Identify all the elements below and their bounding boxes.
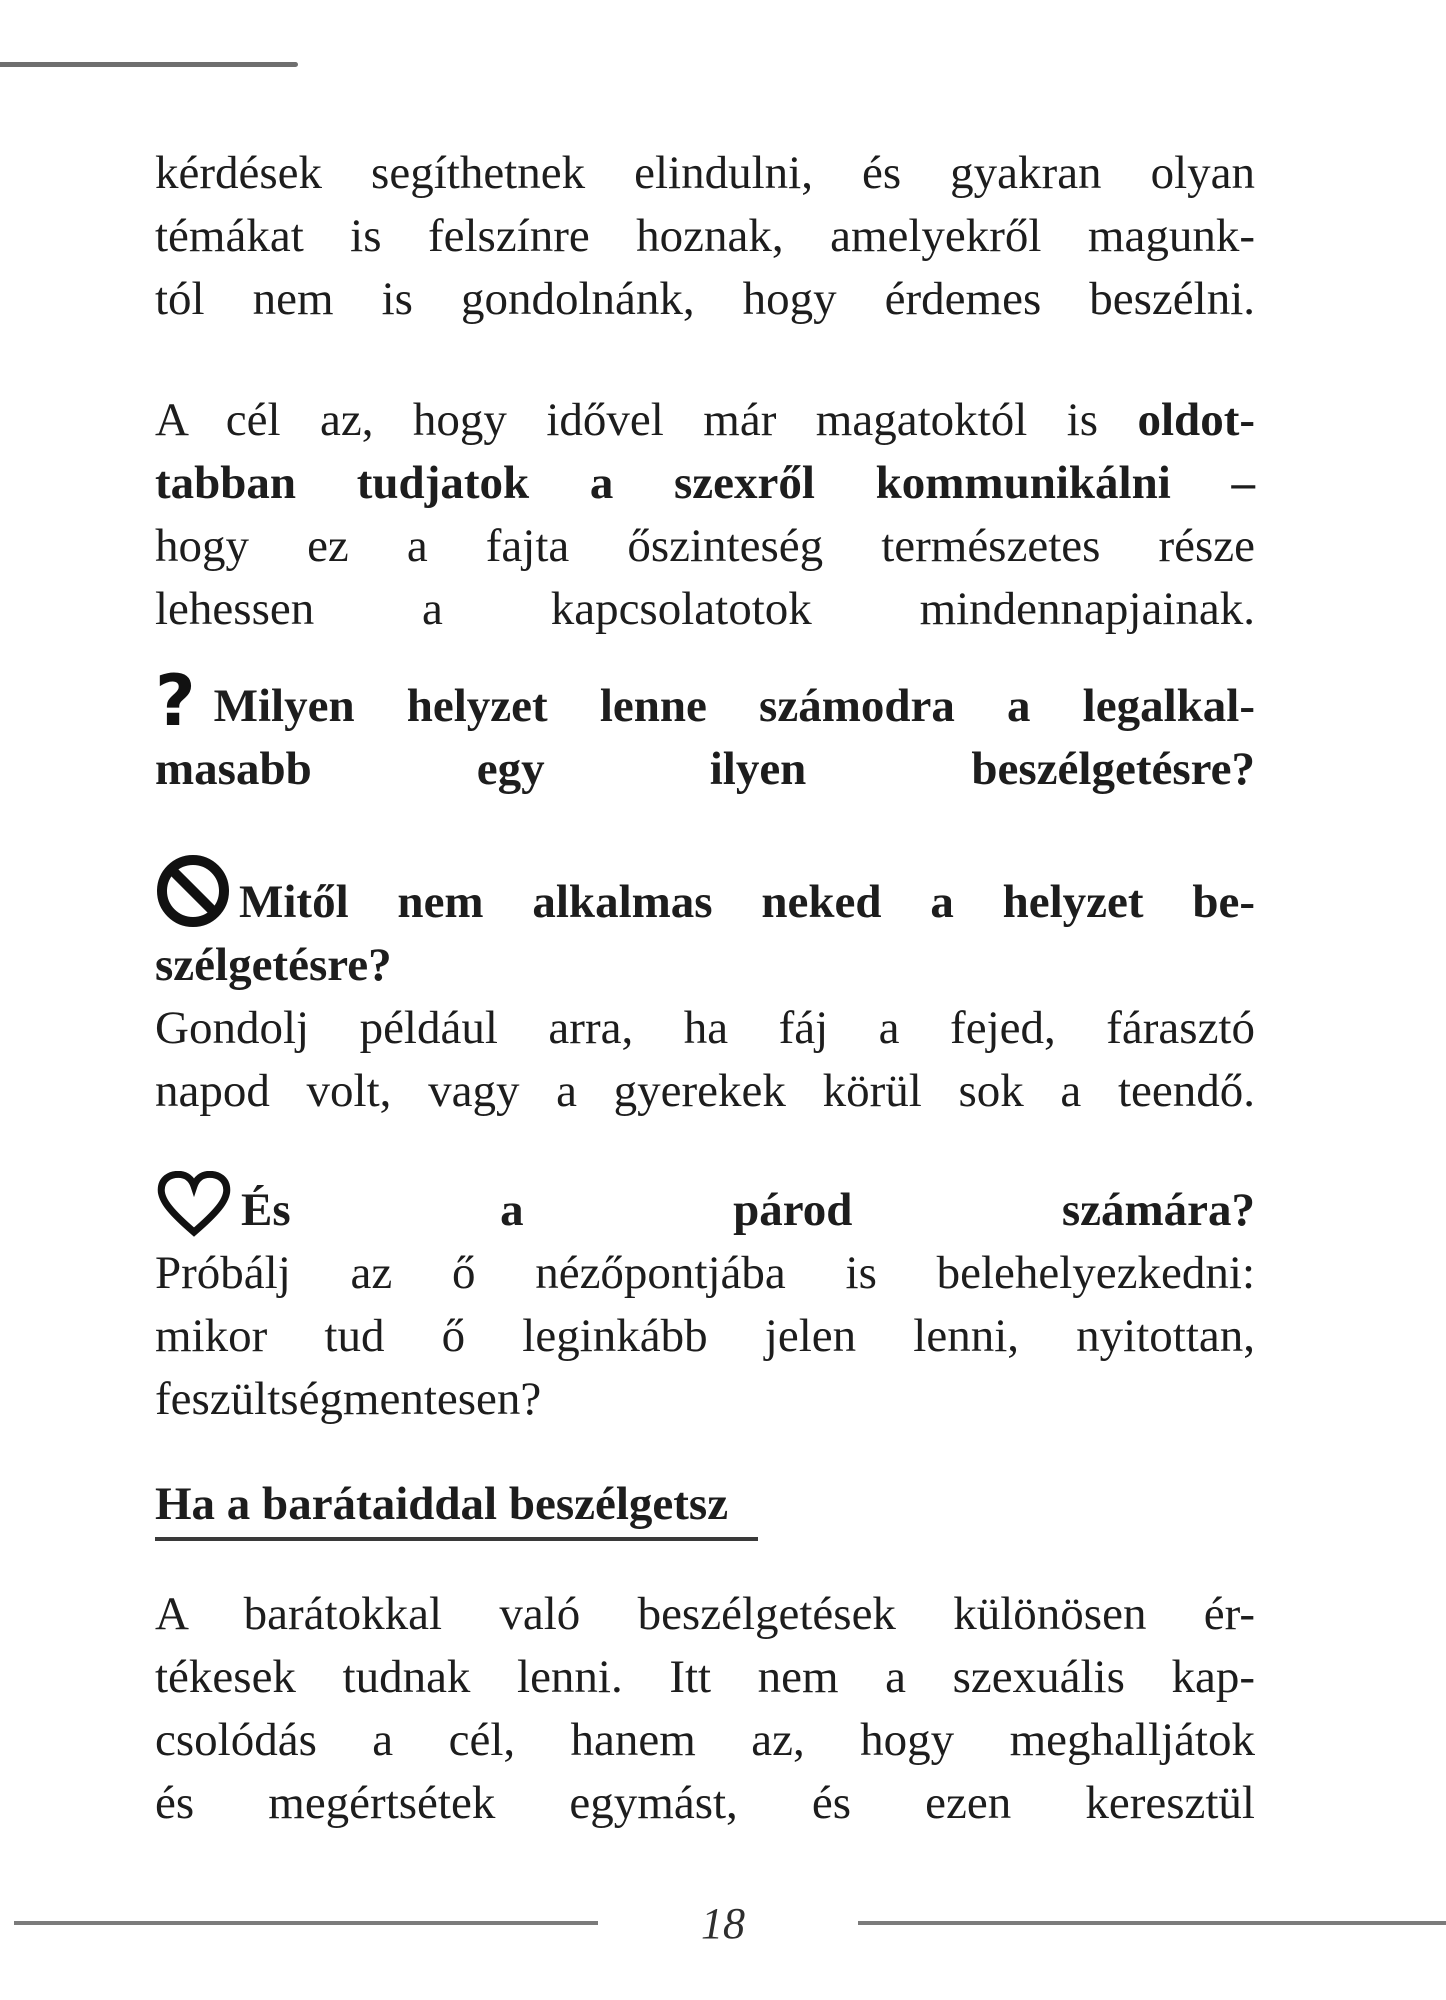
regular-text: A cél az, hogy idővel már magatoktól is [155,394,1138,446]
page-content [155,142,1255,1835]
paragraph [155,1583,1255,1835]
paragraph-line: napod volt, vagy a gyerekek körül sok a teendő. [155,1065,1255,1117]
footer-rule-left [14,1921,598,1925]
paragraph-line: csolódás a cél, hanem az, hogy meghalljátok [155,1714,1255,1766]
question-text: Milyen helyzet lenne számodra a legalkal- [213,680,1255,732]
paragraph-line: feszültségmentesen? [155,1373,542,1425]
question-line: szélgetésre? [155,939,392,991]
paragraph-line [155,389,1255,452]
paragraph-line: A barátokkal való beszélgetések különösen ér- [155,1588,1255,1640]
paragraph-line: lehessen a kapcsolatotok mindennapjainak. [155,583,1255,635]
paragraph [155,389,1255,641]
top-rule [0,62,298,67]
section-heading-block [155,1473,1255,1541]
footer-rule-right [858,1921,1446,1925]
paragraph-line: kérdések segíthetnek elindulni, és gyakran olyan [155,147,1255,199]
paragraph-line: mikor tud ő leginkább jelen lenni, nyitottan, [155,1310,1255,1362]
paragraph-line: tól nem is gondolnánk, hogy érdemes beszélni. [155,273,1255,325]
question-text: És a párod számára? [241,1184,1255,1236]
paragraph-line: és megértsétek egymást, és ezen keresztül [155,1777,1255,1829]
heart-outline-icon [155,1171,233,1237]
unsuitable-block [155,853,1255,1123]
question-line [155,1171,1255,1242]
paragraph-line: tékesek tudnak lenni. Itt nem a szexuális kap- [155,1651,1255,1703]
paragraph [155,142,1255,331]
question-line: ? Milyen helyzet lenne számodra a legalkal- [155,660,1255,742]
paragraph-line: tabban tudjatok a szexről kommunikálni – [155,457,1255,509]
paragraph-line: Gondolj például arra, ha fáj a fejed, fárasztó [155,1002,1255,1054]
paragraph-line: Próbálj az ő nézőpontjába is belehelyezkedni: [155,1247,1255,1299]
question-line: masabb egy ilyen beszélgetésre? [155,743,1255,795]
question-text: Mitől nem alkalmas neked a helyzet be- [239,876,1255,928]
question-block [155,660,1255,801]
page-number: 18 [701,1899,745,1948]
paragraph-line: hogy ez a fajta őszinteség természetes része [155,520,1255,572]
bold-text: oldot- [1137,394,1255,446]
partner-block [155,1171,1255,1431]
question-line [155,853,1255,934]
prohibition-icon [155,853,231,929]
paragraph-line: témákat is felszínre hoznak, amelyekről magunk- [155,210,1255,262]
section-heading: Ha a barátaiddal beszélgetsz [155,1473,758,1541]
